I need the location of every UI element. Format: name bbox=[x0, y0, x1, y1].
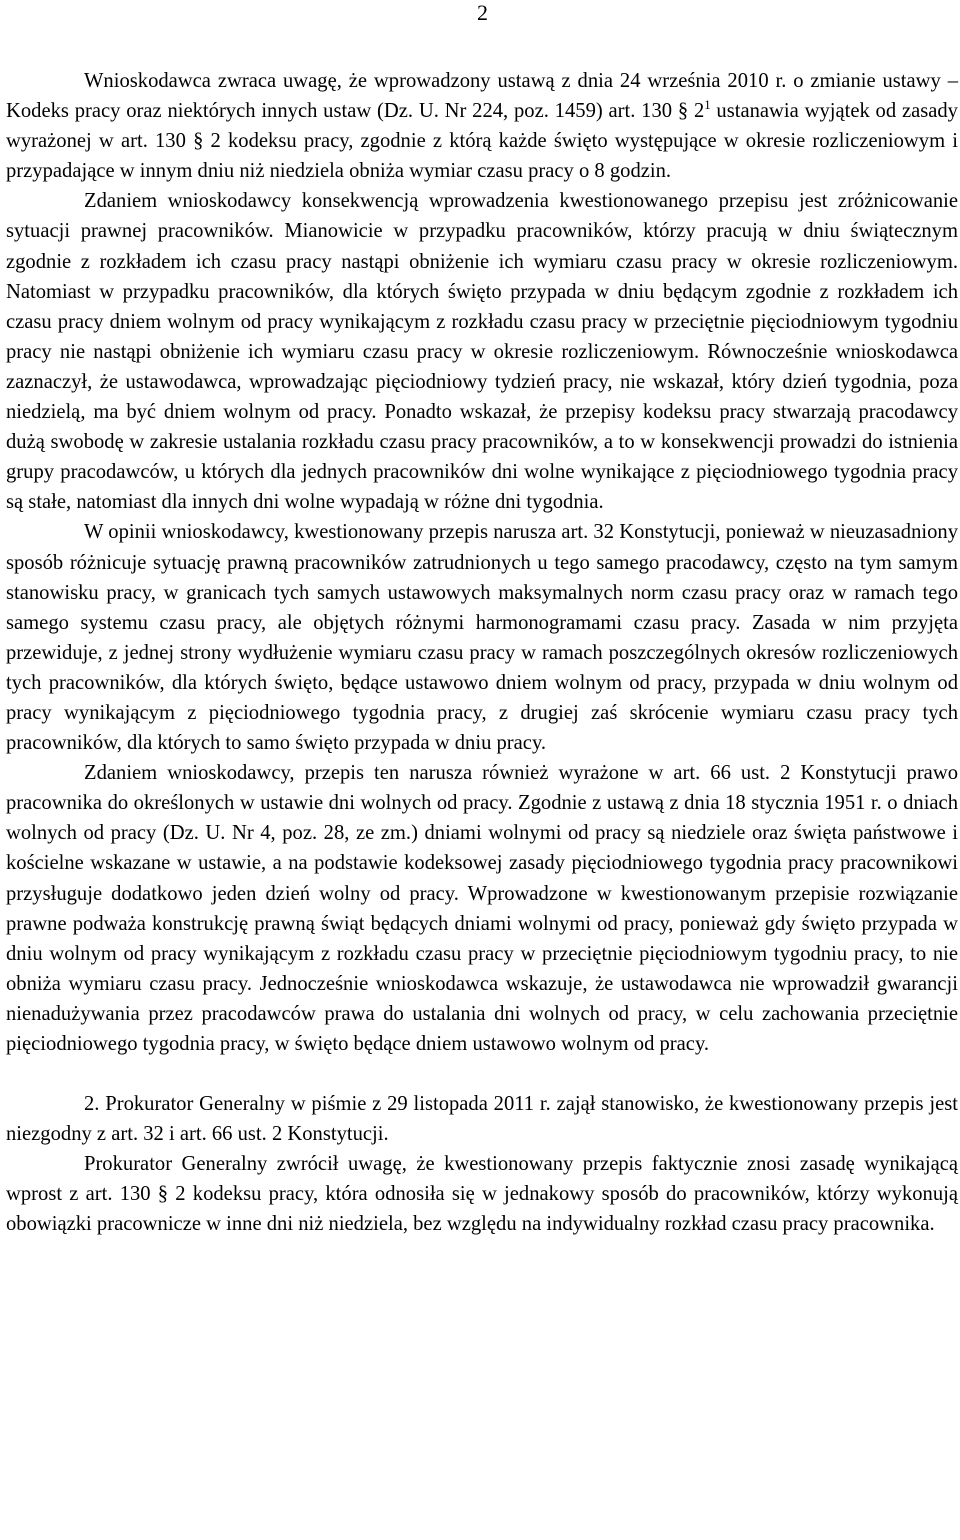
paragraph-4: Zdaniem wnioskodawcy, przepis ten narusza również wyrażone w art. 66 ust. 2 Konstytucji prawo pracownika do określonych w ustawie dni wolnych od pracy. Zgodnie z ustawą z dnia 18 stycznia 1951 r. o dniach wolnych od pracy (Dz. U. Nr 4, poz. 28, ze zm.) dniami wolnymi od pracy są niedziele oraz święta państwowe i kościelne wskazane w ustawie, a na podstawie kodeksowej zasady pięciodniowego tygodnia pracy pracownikowi przysługuje dodatkowo jeden dzień wolny od pracy. Wprowadzone w kwestionowanym przepisie rozwiązanie prawne podważa konstrukcję prawną świąt będących dniami wolnymi od pracy, ponieważ gdy święto przypada w dniu wolnym od pracy wynikającym z rozkładu czasu pracy w przeciętnie pięciodniowym tygodniu pracy, to nie obniża wymiaru czasu pracy. Jednocześnie wnioskodawca wskazuje, że ustawodawca nie wprowadził gwarancji nienadużywania przez pracodawców prawa do ustalania dni wolnych od pracy, w celu zachowania przeciętnie pięciodniowego tygodnia pracy, w święto będące dniem ustawowo wolnym od pracy. bbox=[6, 762, 958, 1055]
paragraph-1 bbox=[6, 66, 958, 186]
paragraph-6: Prokurator Generalny zwrócił uwagę, że kwestionowany przepis faktycznie znosi zasadę wynikającą wprost z art. 130 § 2 kodeksu pracy, która odnosiła się w jednakowy sposób do pracowników, którzy wykonują obowiązki pracownicze w inne dni niż niedziela, bez względu na indywidualny rozkład czasu pracy pracownika. bbox=[6, 1153, 958, 1236]
superscript-1: 1 bbox=[704, 98, 711, 113]
document-body bbox=[6, 66, 958, 1240]
page-number: 2 bbox=[477, 0, 488, 25]
paragraph-1-part-b: ustanawia wyjątek od zasady wyrażonej w art. 130 § 2 kodeksu pracy, zgodnie z którą każde święto występujące w okresie rozliczeniowym i przypadające w innym dniu niż niedziela obniża wymiar czasu pracy o 8 godzin. bbox=[6, 100, 958, 183]
paragraph-5: 2. Prokurator Generalny w piśmie z 29 listopada 2011 r. zajął stanowisko, że kwestionowany przepis jest niezgodny z art. 32 i art. 66 ust. 2 Konstytucji. bbox=[6, 1093, 958, 1146]
paragraph-3: W opinii wnioskodawcy, kwestionowany przepis narusza art. 32 Konstytucji, ponieważ w nieuzasadniony sposób różnicuje sytuację prawną pracowników zatrudnionych u tego samego pracodawcy, często na tym samym stanowisku pracy, w granicach tych samych ustawowych maksymalnych norm czasu pracy oraz w ramach tego samego systemu czasu pracy, ale objętych różnymi harmonogramami czasu pracy. Zasada w nim przyjęta przewiduje, z jednej strony wydłużenie wymiaru czasu pracy w ramach poszczególnych okresów rozliczeniowych tych pracowników, dla których święto, będące ustawowo dniem wolnym od pracy, przypada w dniu wolnym od pracy wynikającym z pięciodniowego tygodnia pracy, z drugiej zaś skrócenie wymiaru czasu pracy tych pracowników, dla których to samo święto przypada w dniu pracy. bbox=[6, 521, 958, 755]
paragraph-2: Zdaniem wnioskodawcy konsekwencją wprowadzenia kwestionowanego przepisu jest zróżnicowanie sytuacji prawnej pracowników. Mianowicie w przypadku pracowników, którzy pracują w dniu świątecznym zgodnie z rozkładem ich czasu pracy nastąpi obniżenie ich wymiaru czasu pracy w okresie rozliczeniowym. Natomiast w przypadku pracowników, dla których święto przypada w dniu będącym zgodnie z rozkładem ich czasu pracy dniem wolnym od pracy wynikającym z rozkładu czasu pracy w przeciętnie pięciodniowym tygodniu pracy nie nastąpi obniżenie ich wymiaru czasu pracy w okresie rozliczeniowym. Równocześnie wnioskodawca zaznaczył, że ustawodawca, wprowadzając pięciodniowy tydzień pracy, nie wskazał, który dzień tygodnia, poza niedzielą, ma być dniem wolnym od pracy. Ponadto wskazał, że przepisy kodeksu pracy stwarzają pracodawcy dużą swobodę w zakresie ustalania rozkładu czasu pracy pracowników, a to w konsekwencji prowadzi do istnienia grupy pracodawców, u których dla jednych pracowników dni wolne wynikające z pięciodniowego tygodnia pracy są stałe, natomiast dla innych dni wolne wypadają w różne dni tygodnia. bbox=[6, 190, 958, 514]
paragraph-1-part-a: Wnioskodawca zwraca uwagę, że wprowadzony ustawą z dnia 24 września 2010 r. o zmianie ustawy – Kodeks pracy oraz niektórych innych ustaw (Dz. U. Nr 224, poz. 1459) art. 130 § 2 bbox=[6, 70, 958, 123]
